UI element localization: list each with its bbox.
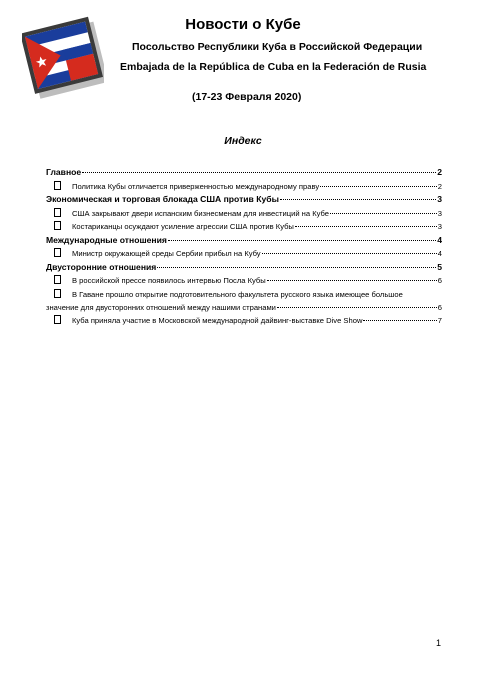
- toc-entry-label: Костариканцы осуждают усиление агрессии США против Кубы: [72, 222, 294, 231]
- toc-entry[interactable]: [46, 220, 442, 234]
- dot-leader: [157, 267, 436, 268]
- toc-page-number: 3: [437, 194, 442, 204]
- bullet-box-icon: [54, 275, 61, 284]
- dot-leader: [330, 213, 437, 214]
- toc-entry[interactable]: [46, 314, 442, 328]
- toc-page-number: 2: [437, 181, 442, 191]
- toc-entry-label-line2: значение для двусторонних отношений между нашими странами: [46, 302, 276, 312]
- toc-entry[interactable]: [46, 288, 442, 314]
- toc-section[interactable]: [46, 166, 442, 180]
- dot-leader: [82, 172, 436, 173]
- toc-page-number: 3: [437, 222, 442, 231]
- dot-leader: [280, 199, 436, 200]
- toc-entry-label: Министр окружающей среды Сербии прибыл на Кубу: [72, 249, 261, 258]
- date-range: (17-23 Февраля 2020): [192, 91, 302, 103]
- toc-entry[interactable]: [46, 247, 442, 261]
- dot-leader: [262, 253, 437, 254]
- toc-page-number: 7: [437, 315, 442, 325]
- toc-entry[interactable]: [46, 180, 442, 194]
- toc-entry-label-line1: В Гаване прошло открытие подготовительного факультета русского языка имеющее большое: [72, 289, 403, 299]
- toc-entry[interactable]: [46, 207, 442, 221]
- bullet-box-icon: [54, 315, 61, 324]
- toc-section[interactable]: [46, 261, 442, 275]
- toc-page-number: 2: [437, 167, 442, 177]
- embassy-name-ru: Посольство Республики Куба в Российской Федерации: [132, 41, 423, 53]
- dot-leader: [295, 226, 437, 227]
- toc-page-number: 4: [437, 249, 442, 258]
- toc-entry-label: США закрывают двери испанским бизнесменам для инвестиций на Кубе: [72, 208, 330, 218]
- toc-section[interactable]: [46, 193, 442, 207]
- dot-leader: [320, 186, 437, 187]
- toc-entry[interactable]: [46, 274, 442, 288]
- toc-page-number: 5: [437, 261, 442, 272]
- document-title: Новости о Кубе: [185, 16, 301, 33]
- dot-leader: [277, 307, 437, 308]
- toc-section-label: Главное: [46, 167, 82, 177]
- toc-page-number: 3: [437, 208, 442, 218]
- bullet-box-icon: [54, 289, 61, 298]
- bullet-box-icon: [54, 221, 61, 230]
- toc-page-number: 6: [437, 276, 442, 285]
- toc-section-label: Двусторонние отношения: [46, 261, 157, 272]
- toc-section-label: Международные отношения: [46, 234, 167, 245]
- bullet-box-icon: [54, 208, 61, 217]
- index-title: Индекс: [224, 135, 262, 147]
- toc-entry-label: Куба приняла участие в Московской международной дайвинг-выставке Dive Show: [72, 315, 363, 325]
- page-number: 1: [436, 638, 442, 648]
- toc-page-number: 4: [437, 234, 442, 245]
- toc-page-number: 6: [437, 302, 442, 312]
- dot-leader: [267, 280, 437, 281]
- bullet-box-icon: [54, 181, 61, 190]
- table-of-contents: [46, 166, 442, 327]
- toc-section-label: Экономическая и торговая блокада США против Кубы: [46, 194, 279, 204]
- toc-entry-label: Политика Кубы отличается приверженностью международному праву: [72, 181, 320, 191]
- dot-leader: [168, 240, 436, 241]
- toc-entry-label: В российской прессе появилось интервью Посла Кубы: [72, 276, 266, 285]
- dot-leader: [363, 320, 436, 321]
- embassy-name-es: Embajada de la República de Cuba en la Federación de Rusia: [120, 61, 427, 73]
- toc-section[interactable]: [46, 234, 442, 248]
- bullet-box-icon: [54, 248, 61, 257]
